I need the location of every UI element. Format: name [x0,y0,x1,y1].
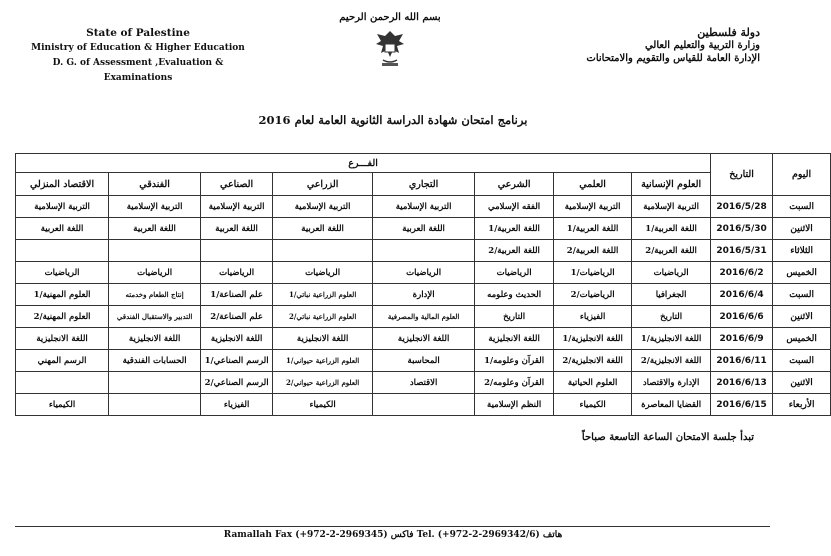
subject-cell: الجغرافيا [632,284,711,306]
subject-cell: التدبير والاستقبال الفندقي [109,306,201,328]
subject-cell: الإدارة [373,284,475,306]
subject-cell: التربية الإسلامية [201,196,273,218]
subject-cell: علم الصناعة/2 [201,306,273,328]
row-date: 2016/6/9 [711,328,773,350]
row-day: الخميس [773,262,831,284]
subject-cell: اللغة العربية [373,218,475,240]
header-day: اليوم [773,154,831,196]
row-date: 2016/5/30 [711,218,773,240]
row-date: 2016/6/15 [711,394,773,416]
table-row [16,262,831,284]
subject-cell: التربية الإسلامية [554,196,632,218]
subject-cell: اللغة الانجليزية/1 [554,328,632,350]
subject-cell [109,372,201,394]
subject-cell: التربية الإسلامية [273,196,373,218]
table-row [16,394,831,416]
subject-cell: النظم الإسلامية [475,394,554,416]
subject-cell: اللغة الانجليزية [16,328,109,350]
header-branch: الفندقي [109,173,201,196]
footer-contact: Ramallah Fax (+972-2-2969345) فاكس Tel. (+972-2-2969342/6) هاتف [223,530,563,540]
subject-cell: الكيمياء [273,394,373,416]
subject-cell: الحسابات الفندقية [109,350,201,372]
header-arabic [510,26,760,65]
table-row [16,196,831,218]
subject-cell: القضايا المعاصرة [632,394,711,416]
row-date: 2016/6/13 [711,372,773,394]
subject-cell: العلوم الزراعية حيواني/2 [273,372,373,394]
subject-cell [109,394,201,416]
eagle-emblem-icon [373,27,407,69]
row-day: السبت [773,196,831,218]
subject-cell: العلوم الزراعية حيواني/1 [273,350,373,372]
document-title: برنامج امتحان شهادة الدراسة الثانوية العامة لعام 2016 [258,113,528,127]
subject-cell: الفيزياء [554,306,632,328]
subject-cell: الرسم المهني [16,350,109,372]
start-time-note: تبدأ جلسة الامتحان الساعة التاسعة صباحاً [581,432,754,443]
subject-cell: اللغة الانجليزية/2 [632,350,711,372]
subject-cell: اللغة العربية/1 [632,218,711,240]
table-row [16,372,831,394]
header-branch: العلوم الإنسانية [632,173,711,196]
subject-cell: الإدارة والاقتصاد [632,372,711,394]
subject-cell: الرياضيات [475,262,554,284]
subject-cell: الكيمياء [554,394,632,416]
state-name: State of Palestine [86,27,190,39]
subject-cell: المحاسبة [373,350,475,372]
subject-cell: الرياضيات/1 [554,262,632,284]
subject-cell: علم الصناعة/1 [201,284,273,306]
subject-cell: اللغة الانجليزية [273,328,373,350]
row-date: 2016/6/11 [711,350,773,372]
subject-cell: اللغة الانجليزية [201,328,273,350]
subject-cell [273,240,373,262]
subject-cell: الرياضيات [16,262,109,284]
row-day: الأربعاء [773,394,831,416]
row-day: الاثنين [773,218,831,240]
exam-schedule-table [15,153,831,416]
subject-cell: اللغة الانجليزية [475,328,554,350]
table-row [16,284,831,306]
subject-cell: العلوم المهنية/2 [16,306,109,328]
header-date: التاريخ [711,154,773,196]
header-branch: الاقتصاد المنزلي [16,173,109,196]
subject-cell: إنتاج الطعام وخدمته [109,284,201,306]
subject-cell: الرياضيات [632,262,711,284]
subject-cell: العلوم المهنية/1 [16,284,109,306]
subject-cell: الكيمياء [16,394,109,416]
subject-cell: العلوم الزراعية نباتي/2 [273,306,373,328]
subject-cell: اللغة الانجليزية/2 [554,350,632,372]
subject-cell: التاريخ [475,306,554,328]
row-date: 2016/6/4 [711,284,773,306]
row-date: 2016/6/2 [711,262,773,284]
row-day: السبت [773,284,831,306]
row-date: 2016/6/6 [711,306,773,328]
subject-cell: الرياضيات/2 [554,284,632,306]
header-branch: الصناعي [201,173,273,196]
subject-cell: اللغة العربية [201,218,273,240]
subject-cell: اللغة العربية/2 [475,240,554,262]
subject-cell [373,240,475,262]
row-date: 2016/5/28 [711,196,773,218]
row-day: الاثنين [773,372,831,394]
subject-cell [373,394,475,416]
table-row [16,328,831,350]
subject-cell: اللغة العربية/1 [475,218,554,240]
subject-cell: الحديث وعلومه [475,284,554,306]
header-branch: الشرعي [475,173,554,196]
subject-cell: اللغة العربية/2 [632,240,711,262]
directorate-name-ar: الإدارة العامة للقياس والتقويم والامتحانات [586,53,760,64]
header-center [320,12,460,69]
subject-cell: الرسم الصناعي/2 [201,372,273,394]
subject-cell: القرآن وعلومه/2 [475,372,554,394]
subject-cell: القرآن وعلومه/1 [475,350,554,372]
subject-cell [201,240,273,262]
subject-cell [16,372,109,394]
header-english [28,26,248,86]
subject-cell: الرياضيات [273,262,373,284]
subject-cell: اللغة العربية/2 [554,240,632,262]
subject-cell: العلوم الحياتية [554,372,632,394]
subject-cell: الفيزياء [201,394,273,416]
ministry-name: Ministry of Education & Higher Education [31,43,245,53]
directorate-name: D. G. of Assessment ,Evaluation & Examinations [52,58,224,83]
subject-cell: الرياضيات [109,262,201,284]
subject-cell: اللغة العربية [273,218,373,240]
header-branch: التجاري [373,173,475,196]
subject-cell: العلوم المالية والمصرفية [373,306,475,328]
footer-divider [15,526,770,527]
basmala: بسم الله الرحمن الرحيم [339,12,441,23]
table-row [16,306,831,328]
header-branch: العلمي [554,173,632,196]
subject-cell: اللغة الانجليزية [109,328,201,350]
row-day: الاثنين [773,306,831,328]
subject-cell: التربية الإسلامية [632,196,711,218]
row-day: الخميس [773,328,831,350]
subject-cell: اللغة الانجليزية/1 [632,328,711,350]
subject-cell: العلوم الزراعية نباتي/1 [273,284,373,306]
subject-cell: التاريخ [632,306,711,328]
subject-cell: اللغة العربية [16,218,109,240]
subject-cell [109,240,201,262]
subject-cell: الرياضيات [373,262,475,284]
subject-cell [16,240,109,262]
header-branch: الزراعي [273,173,373,196]
subject-cell: التربية الإسلامية [373,196,475,218]
row-day: الثلاثاء [773,240,831,262]
subject-cell: اللغة العربية/1 [554,218,632,240]
subject-cell: التربية الإسلامية [16,196,109,218]
subject-cell: الرسم الصناعي/1 [201,350,273,372]
table-row [16,350,831,372]
header-branch-group: الفـــرع [16,154,711,173]
state-name-ar: دولة فلسطين [697,26,760,39]
subject-cell: الاقتصاد [373,372,475,394]
table-row [16,240,831,262]
ministry-name-ar: وزارة التربية والتعليم العالي [644,40,760,51]
subject-cell: الفقه الإسلامي [475,196,554,218]
subject-cell: الرياضيات [201,262,273,284]
table-row [16,218,831,240]
subject-cell: اللغة الانجليزية [373,328,475,350]
subject-cell: اللغة العربية [109,218,201,240]
row-day: السبت [773,350,831,372]
subject-cell: التربية الإسلامية [109,196,201,218]
row-date: 2016/5/31 [711,240,773,262]
